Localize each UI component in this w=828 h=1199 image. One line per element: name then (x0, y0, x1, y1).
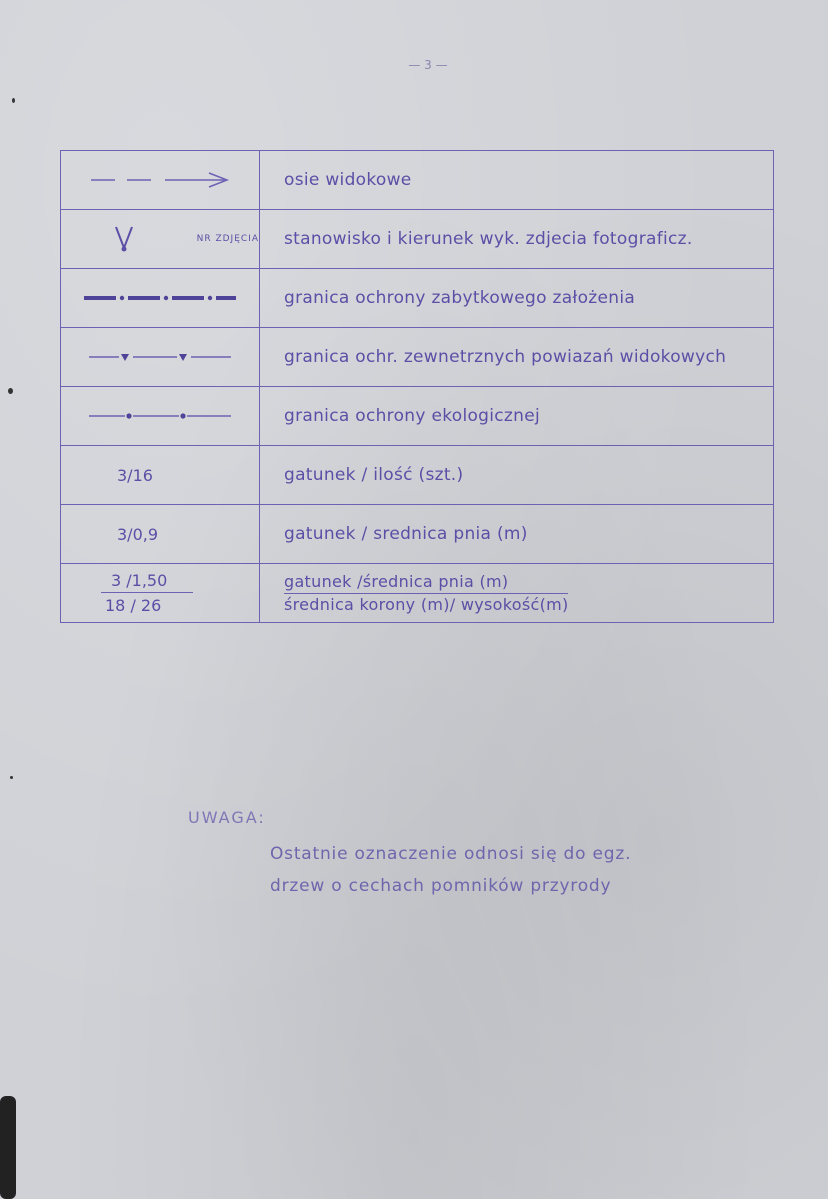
legend-row (61, 328, 774, 387)
paper-speck (8, 388, 13, 394)
species-count-label: 3/16 (117, 465, 153, 485)
legend-description: granica ochr. zewnetrznych powiazań widokowych (260, 328, 774, 387)
legend-row (61, 564, 774, 623)
page-number: — 3 — (408, 58, 448, 72)
legend-row (61, 151, 774, 210)
legend-description: granica ochrony zabytkowego założenia (260, 269, 774, 328)
species-count-symbol (61, 446, 260, 505)
legend-table (60, 150, 774, 623)
legend-row (61, 210, 774, 269)
fraction-bar (101, 592, 193, 593)
species-diameter-label: 3/0,9 (117, 524, 159, 544)
legend-description: gatunek / srednica pnia (m) (260, 505, 774, 564)
photo-position-symbol (61, 210, 260, 269)
legend-row (61, 446, 774, 505)
note-text-line: Ostatnie oznaczenie odnosi się do egz. (270, 844, 632, 864)
monument-boundary-symbol (61, 269, 260, 328)
legend-description: granica ochrony ekologicznej (260, 387, 774, 446)
legend-description (260, 564, 774, 623)
legend-row (61, 387, 774, 446)
view-links-boundary-symbol (61, 328, 260, 387)
legend-row (61, 505, 774, 564)
legend-description: gatunek / ilość (szt.) (260, 446, 774, 505)
fraction-denominator: 18 / 26 (105, 596, 162, 615)
paper-speck (0, 1096, 16, 1199)
legend-description: stanowisko i kierunek wyk. zdjecia fotograficz. (260, 210, 774, 269)
note-label: UWAGA: (188, 808, 266, 827)
v-marker-icon (113, 224, 135, 254)
paper-speck (12, 98, 15, 103)
view-axis-symbol (61, 151, 260, 210)
fraction-numerator: 3 /1,50 (111, 571, 168, 590)
paper-speck (10, 776, 13, 779)
photo-number-label: NR ZDJĘCIA (196, 234, 259, 244)
legend-row (61, 269, 774, 328)
note-text-line: drzew o cechach pomników przyrody (270, 876, 612, 896)
description-bottom: średnica korony (m)/ wysokość(m) (284, 594, 569, 614)
tree-dimensions-symbol (61, 564, 260, 623)
description-top: gatunek /średnica pnia (m) (284, 571, 568, 594)
ecological-boundary-symbol (61, 387, 260, 446)
species-diameter-symbol (61, 505, 260, 564)
legend-description: osie widokowe (260, 151, 774, 210)
